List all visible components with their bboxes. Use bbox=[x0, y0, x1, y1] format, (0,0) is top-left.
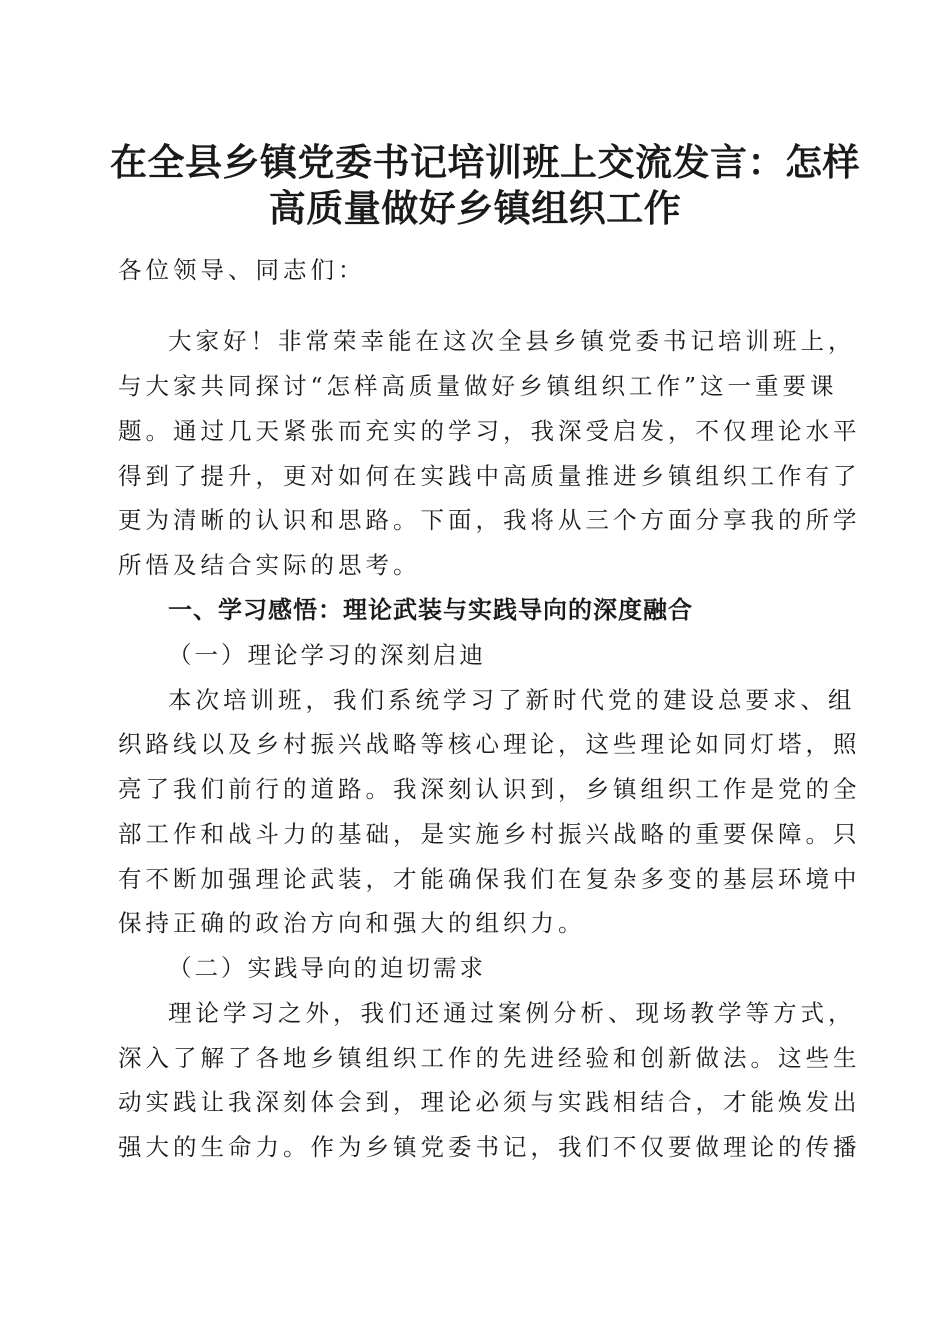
document-title-line-1: 在全县乡镇党委书记培训班上交流发言：怎样 bbox=[110, 140, 860, 184]
intro-line: 更为清晰的认识和思路。下面，我将从三个方面分享我的所学 bbox=[118, 506, 861, 534]
subsection-1-line: 保持正确的政治方向和强大的组织力。 bbox=[118, 909, 586, 937]
subsection-2-line: 动实践让我深刻体会到，理论必须与实践相结合，才能焕发出 bbox=[118, 1088, 861, 1116]
section-1-heading: 一、学习感悟：理论武装与实践导向的深度融合 bbox=[168, 596, 693, 624]
intro-line: 题。通过几天紧张而充实的学习，我深受启发，不仅理论水平 bbox=[118, 417, 861, 445]
intro-line: 与大家共同探讨“怎样高质量做好乡镇组织工作”这一重要课 bbox=[118, 372, 838, 400]
subsection-2-line: 强大的生命力。作为乡镇党委书记，我们不仅要做理论的传播 bbox=[118, 1133, 861, 1161]
subsection-1-line: 织路线以及乡村振兴战略等核心理论，这些理论如同灯塔，照 bbox=[118, 730, 861, 758]
subsection-1-line: 亮了我们前行的道路。我深刻认识到，乡镇组织工作是党的全 bbox=[118, 775, 861, 803]
subsection-1-line: 本次培训班，我们系统学习了新时代党的建设总要求、组 bbox=[168, 686, 856, 714]
subsection-2-line: 深入了解了各地乡镇组织工作的先进经验和创新做法。这些生 bbox=[118, 1044, 861, 1072]
subsection-1-line: 有不断加强理论武装，才能确保我们在复杂多变的基层环境中 bbox=[118, 865, 861, 893]
subsection-1-heading: （一）理论学习的深刻启迪 bbox=[168, 641, 486, 669]
subsection-1-line: 部工作和战斗力的基础，是实施乡村振兴战略的重要保障。只 bbox=[118, 820, 861, 848]
intro-line: 所悟及结合实际的思考。 bbox=[118, 551, 421, 579]
document-title-line-2: 高质量做好乡镇组织工作 bbox=[268, 186, 682, 230]
intro-line: 得到了提升，更对如何在实践中高质量推进乡镇组织工作有了 bbox=[118, 462, 861, 490]
subsection-2-line: 理论学习之外，我们还通过案例分析、现场教学等方式， bbox=[168, 999, 856, 1027]
salutation: 各位领导、同志们： bbox=[118, 256, 366, 284]
subsection-2-heading: （二）实践导向的迫切需求 bbox=[168, 954, 486, 982]
intro-line: 大家好！非常荣幸能在这次全县乡镇党委书记培训班上， bbox=[168, 327, 856, 355]
